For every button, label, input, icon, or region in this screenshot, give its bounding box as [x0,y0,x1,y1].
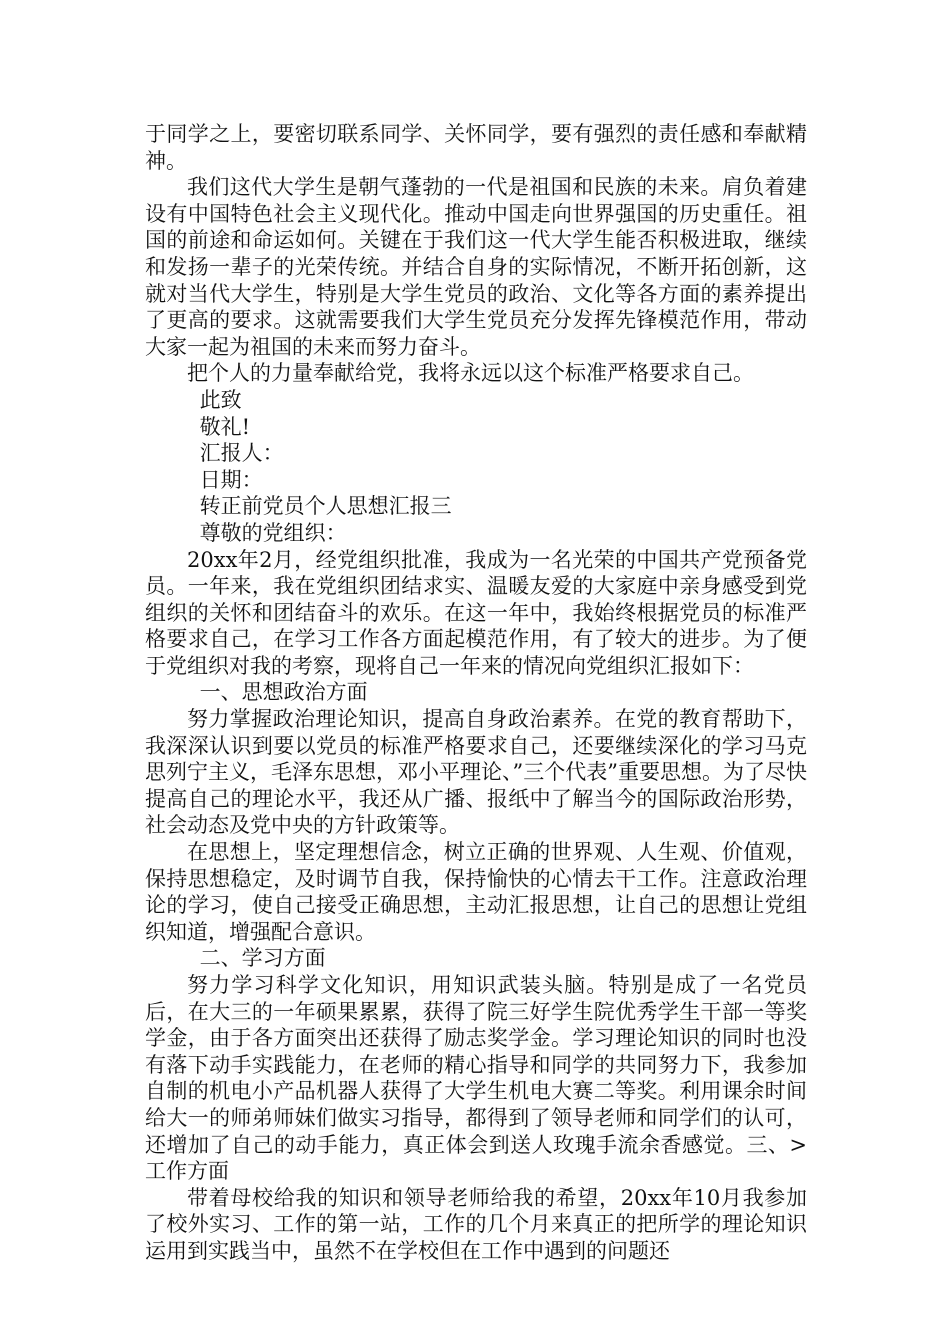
paragraph-political-theory: 努力掌握政治理论知识，提高自身政治素养。在党的教育帮助下，我深深认识到要以党员的标准严格要求自己，还要继续深化的学习马克思列宁主义，毛泽东思想，邓小平理论、”三个代表”重要思想。为了尽快提高自己的理论水平，我还从广播、报纸中了解当今的国际政治形势，社会动态及党中央的方针政策等。 [145,707,807,838]
document-page [145,121,807,1265]
paragraph-work: 带着母校给我的知识和领导老师给我的希望，20xx年10月我参加了校外实习、工作的第一站，工作的几个月来真正的把所学的理论知识运用到实践当中，虽然不在学校但在工作中遇到的问题还 [145,1185,807,1263]
paragraph-dedication: 把个人的力量奉献给党，我将永远以这个标准严格要求自己。 [187,361,754,386]
paragraph-continuation: 于同学之上，要密切联系同学、关怀同学，要有强烈的责任感和奉献精神。 [145,122,807,173]
closing-regards: 敬礼! [199,414,251,439]
heading-political-thought: 一、思想政治方面 [199,680,368,705]
section-title: 转正前党员个人思想汇报三 [199,494,452,519]
date-label: 日期： [199,467,263,492]
reporter-label: 汇报人： [199,441,284,466]
paragraph-ideology: 在思想上，坚定理想信念，树立正确的世界观、人生观、价值观，保持思想稳定，及时调节自我，保持愉快的心情去干工作。注意政治理论的学习，使自己接受正确思想，主动汇报思想，让自己的思想让党组织知道，增强配合意识。 [145,840,807,944]
paragraph-intro: 20xx年2月，经党组织批准，我成为一名光荣的中国共产党预备党员。一年来，我在党组织团结求实、温暖友爱的大家庭中亲身感受到党组织的关怀和团结奋斗的欢乐。在这一年中，我始终根据党员的标准严格要求自己，在学习工作各方面起模范作用，有了较大的进步。为了便于党组织对我的考察，现将自己一年来的情况向党组织汇报如下： [145,547,807,678]
paragraph-generation-duty: 我们这代大学生是朝气蓬勃的一代是祖国和民族的未来。肩负着建设有中国特色社会主义现代化。推动中国走向世界强国的历史重任。祖国的前途和命运如何。关键在于我们这一代大学生能否积极进取，继续和发扬一辈子的光荣传统。并结合自身的实际情况，不断开拓创新，这就对当代大学生，特别是大学生党员的政治、文化等各方面的素养提出了更高的要求。这就需要我们大学生党员充分发挥先锋模范作用，带动大家一起为祖国的未来而努力奋斗。 [145,175,807,359]
greeting: 尊敬的党组织： [199,520,347,545]
paragraph-study: 努力学习科学文化知识，用知识武装头脑。特别是成了一名党员后，在大三的一年硕果累累，获得了院三好学生院优秀学生干部一等奖学金，由于各方面突出还获得了励志奖学金。学习理论知识的同时也没有落下动手实践能力，在老师的精心指导和同学的共同努力下，我参加自制的机电小产品机器人获得了大学生机电大赛二等奖。利用课余时间给大一的师弟师妹们做实习指导，都得到了领导老师和同学们的认可，还增加了自己的动手能力，真正体会到送人玫瑰手流余香感觉。三、>工作方面 [145,973,807,1184]
closing-salutation: 此致 [199,387,242,412]
heading-study: 二、学习方面 [199,946,326,971]
